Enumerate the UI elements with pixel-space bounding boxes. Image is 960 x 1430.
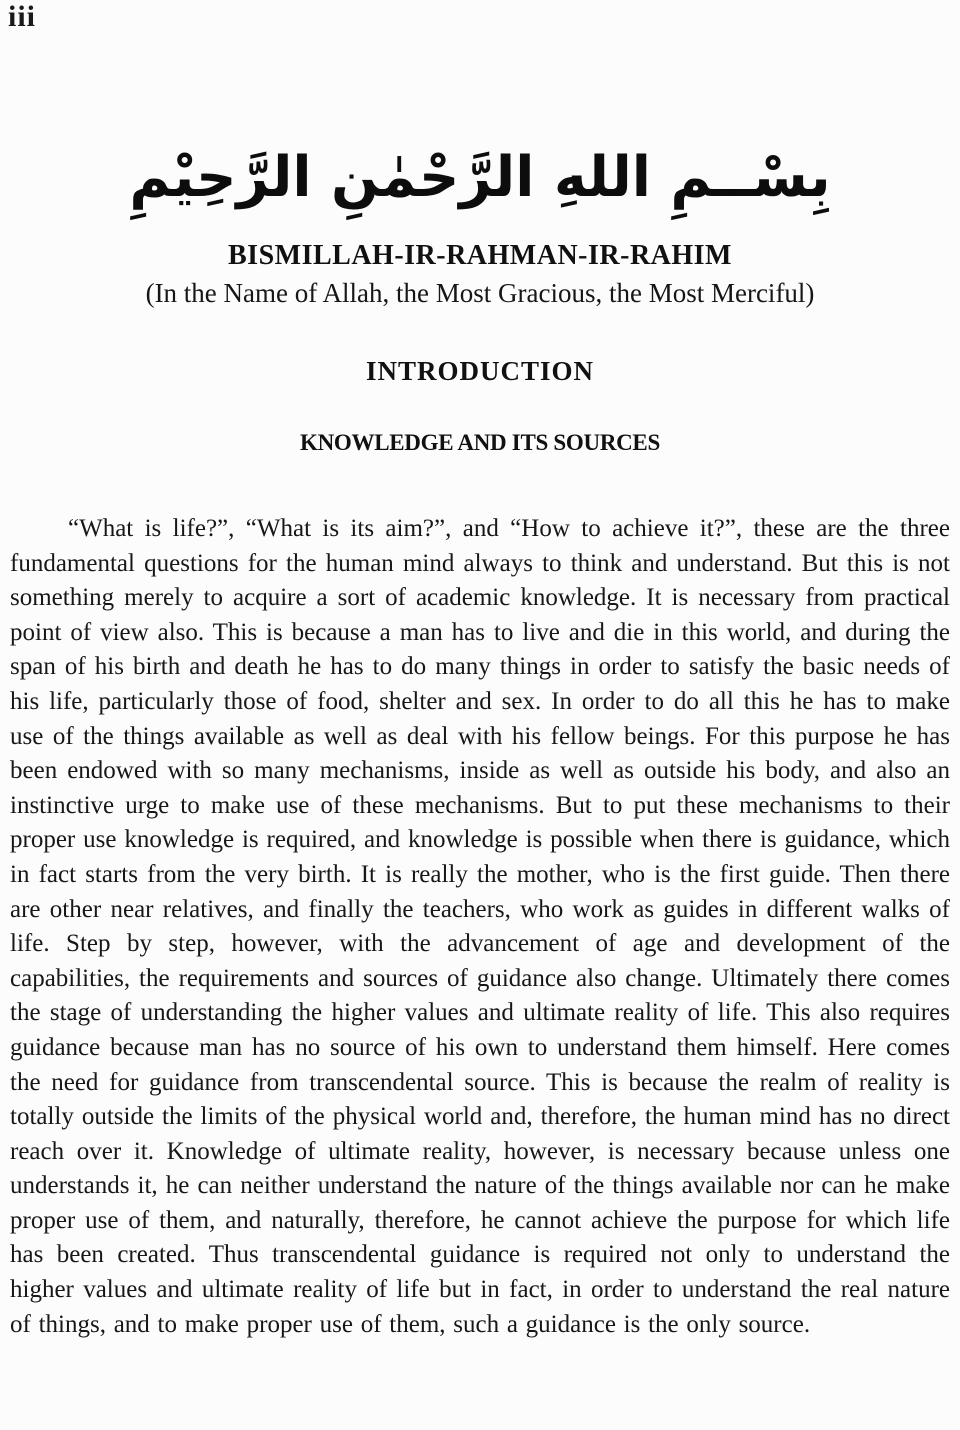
body-paragraph: “What is life?”, “What is its aim?”, and “How to achieve it?”, these are the three fundamental questions for the human mind always to think and understand. But this is not something merely to acquire a sort of academic knowledge. It is necessary from practical point of view also. This is because a man has to live and die in this world, and during the span of his birth and death he has to do many things in order to satisfy the basic needs of his life, particularly those of food, shelter and sex. In order to do all this he has to make use of the things available as well as deal with his fellow beings. For this purpose he has been endowed with so many mechanisms, inside as well as outside his body, and also an instinctive urge to make use of these mechanisms. But to put these mechanisms to their proper use knowledge is required, and knowledge is possible when there is guidance, which in fact starts from the very birth. It is really the mother, who is the first guide. Then there are other near relatives, and finally the teachers, who work as guides in different walks of life. Step by step, however, with the advancement of age and development of the capabilities, the requirements and sources of guidance also change. Ultimately there comes the stage of understanding the higher values and ultimate reality of life. This also requires guidance because man has no source of his own to understand them himself. Here comes the need for guidance from transcendental source. This is because the realm of reality is totally outside the limits of the physical world and, therefore, the human mind has no direct reach over it. Knowledge of ultimate reality, however, is necessary because unless one understands it, he can neither understand the nature of the things available nor can he make proper use of them, and naturally, therefore, he cannot achieve the purpose for which life has been created. Thus transcendental guidance is required not only to understand the higher values and ultimate reality of life but in fact, in order to understand the real nature of things, and to make proper use of them, such a guidance is the only source. bbox=[10, 515, 950, 1338]
bismillah-translation: (In the Name of Allah, the Most Gracious, the Most Merciful) bbox=[145, 278, 815, 308]
bismillah-transliteration: BISMILLAH-IR-RAHMAN-IR-RAHIM bbox=[228, 240, 732, 271]
page-number: iii bbox=[8, 0, 37, 33]
bismillah-calligraphy: بِسْــمِ اللهِ الرَّحْمٰنِ الرَّحِيْمِ bbox=[129, 145, 831, 210]
section-title: KNOWLEDGE AND ITS SOURCES bbox=[300, 430, 660, 455]
chapter-title: INTRODUCTION bbox=[365, 356, 595, 386]
